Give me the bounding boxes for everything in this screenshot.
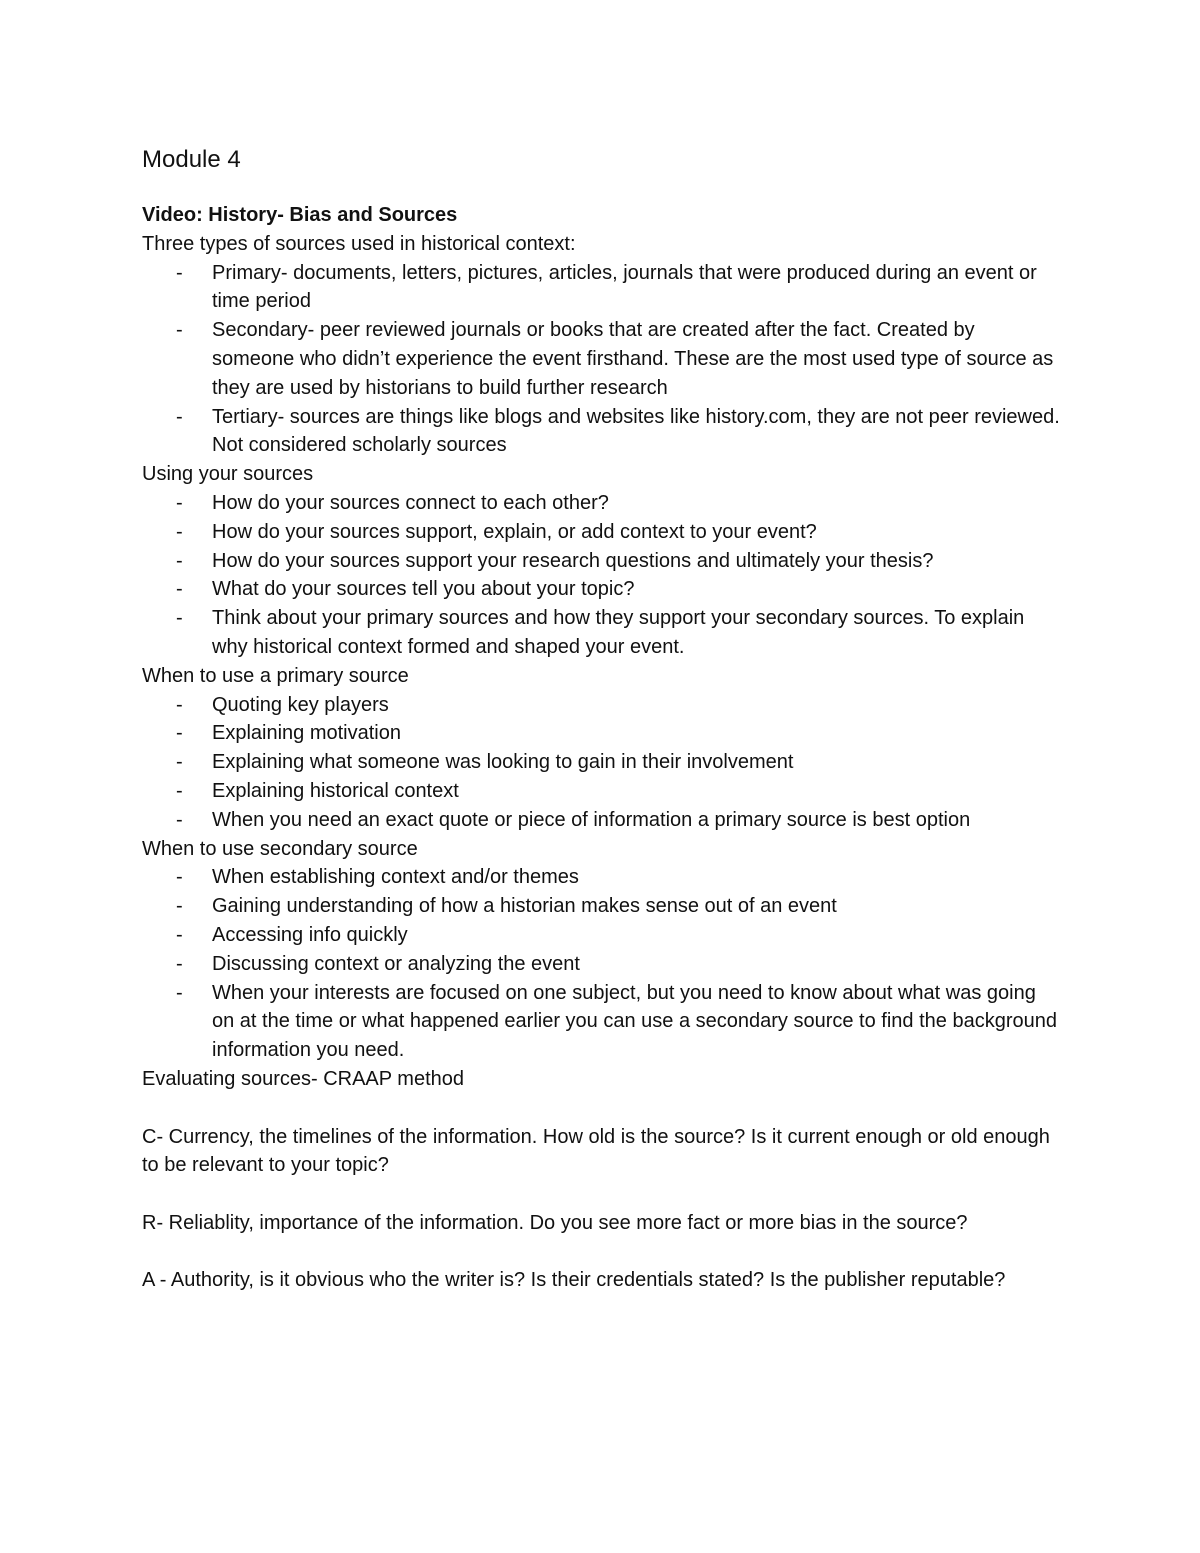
list-item: - Explaining historical context <box>212 777 1062 806</box>
list-item: - Discussing context or analyzing the event <box>212 950 1062 979</box>
intro-text: Three types of sources used in historical context: <box>142 232 576 255</box>
list-item: - How do your sources connect to each other? <box>212 489 1062 518</box>
primary-heading: When to use a primary source <box>142 664 409 687</box>
list-item: - Accessing info quickly <box>212 921 1062 950</box>
list-item: - Quoting key players <box>212 691 1062 720</box>
video-heading: Video: History- Bias and Sources <box>142 204 458 226</box>
list-item: - How do your sources support, explain, or add context to your event? <box>212 518 1062 547</box>
using-list <box>142 489 1062 662</box>
list-item: - Think about your primary sources and how they support your secondary sources. To explain why historical context formed and shaped your event. <box>212 604 1062 662</box>
using-heading: Using your sources <box>142 463 314 486</box>
spacer <box>142 1094 1062 1123</box>
list-item: - Explaining what someone was looking to gain in their involvement <box>212 748 1062 777</box>
list-item: - How do your sources support your research questions and ultimately your thesis? <box>212 547 1062 576</box>
spacer <box>142 1180 1062 1209</box>
craap-reliability: R- Reliablity, importance of the information. Do you see more fact or more bias in the source? <box>142 1211 968 1234</box>
list-item: - Tertiary- sources are things like blogs and websites like history.com, they are not peer reviewed. Not considered scholarly sources <box>212 403 1062 461</box>
list-item: - When you need an exact quote or piece of information a primary source is best option <box>212 806 1062 835</box>
spacer <box>142 1238 1062 1267</box>
list-item: - When establishing context and/or themes <box>212 863 1062 892</box>
list-item: - Gaining understanding of how a historian makes sense out of an event <box>212 892 1062 921</box>
list-item: - When your interests are focused on one subject, but you need to know about what was going on at the time or what happened earlier you can use a secondary source to find the background information you need. <box>212 979 1062 1065</box>
primary-list <box>142 691 1062 835</box>
evaluating-heading: Evaluating sources- CRAAP method <box>142 1067 465 1090</box>
secondary-heading: When to use secondary source <box>142 837 418 860</box>
craap-currency: C- Currency, the timelines of the information. How old is the source? Is it current enough or old enough to be relevant to your topic? <box>142 1125 1050 1177</box>
list-item: - Primary- documents, letters, pictures, articles, journals that were produced during an event or time period <box>212 259 1062 317</box>
document-page <box>142 143 1062 1295</box>
craap-authority: A - Authority, is it obvious who the writer is? Is their credentials stated? Is the publisher reputable? <box>142 1269 1006 1292</box>
list-item: - What do your sources tell you about your topic? <box>212 575 1062 604</box>
page-title: Module 4 <box>142 146 241 173</box>
list-item: - Secondary- peer reviewed journals or books that are created after the fact. Created by someone who didn’t experience the event firsthand. These are the most used type of source as they are used by historians to build further research <box>212 316 1062 402</box>
list-item: - Explaining motivation <box>212 719 1062 748</box>
secondary-list <box>142 863 1062 1065</box>
source-types-list <box>142 259 1062 461</box>
